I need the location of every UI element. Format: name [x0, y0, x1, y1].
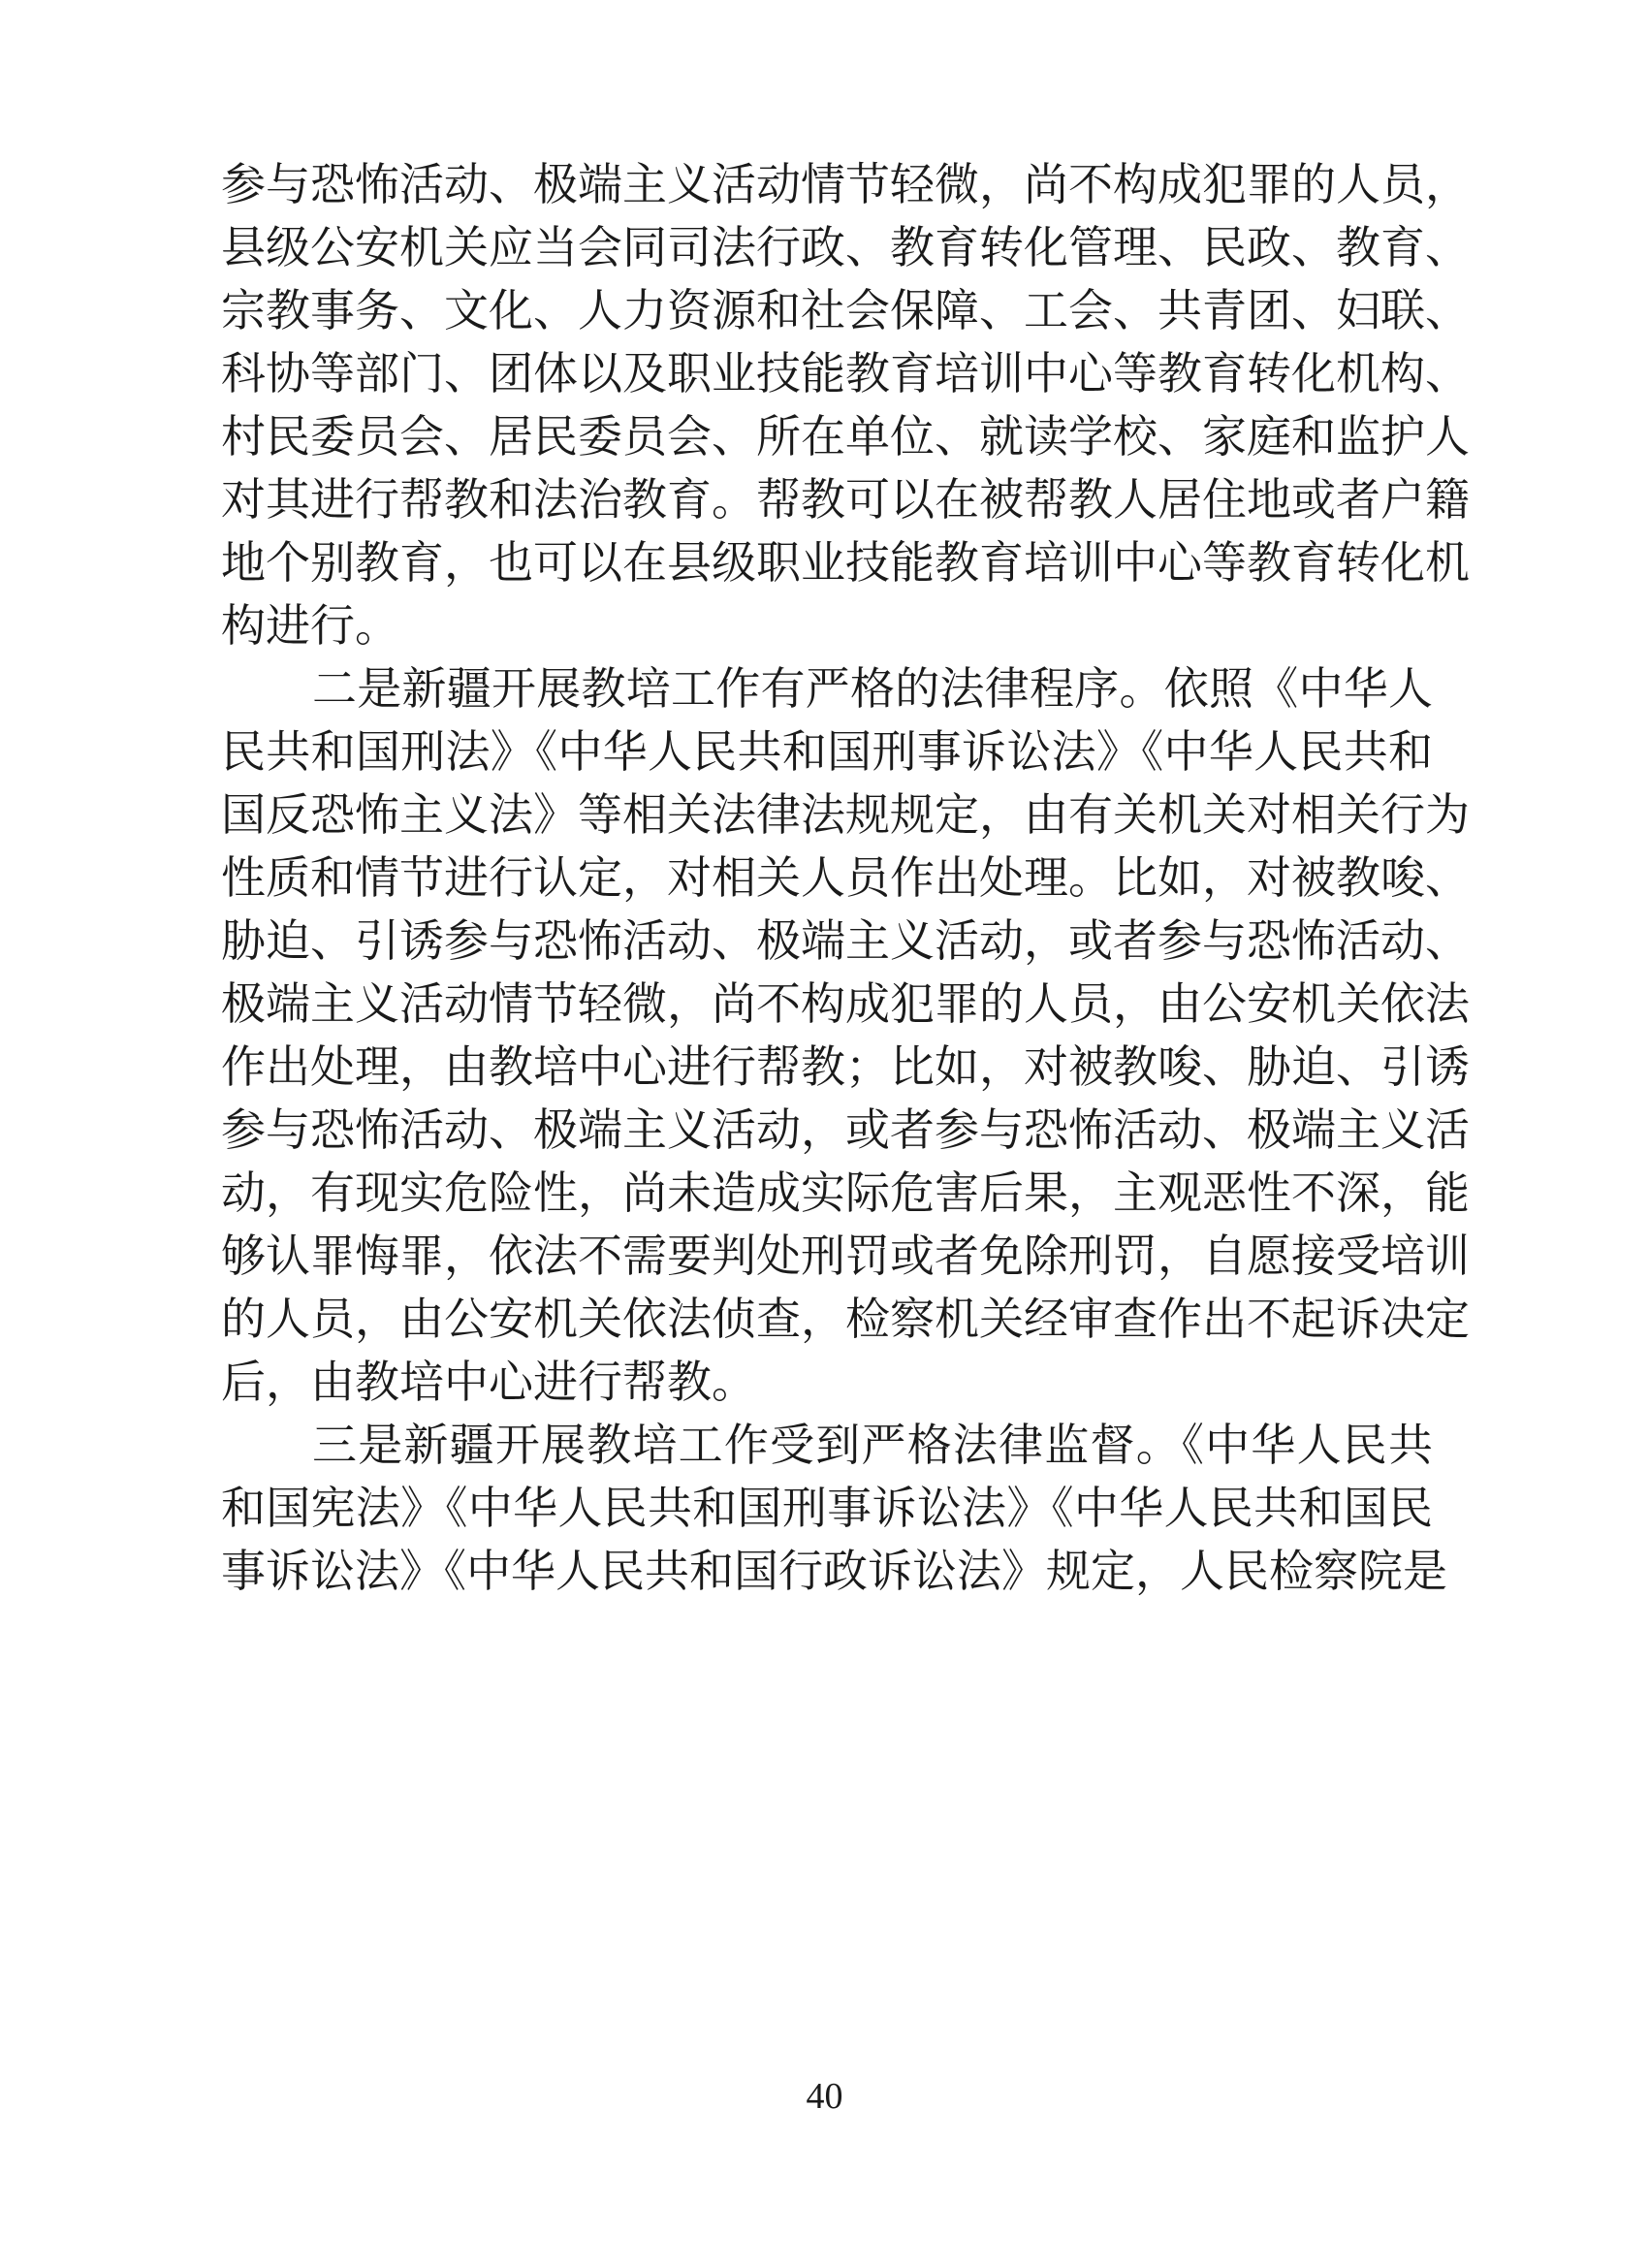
text-line: 后，由教培中心进行帮教。	[221, 1356, 756, 1408]
text-line: 对其进行帮教和法治教育。帮教可以在被帮教人居住地或者户籍	[221, 473, 1470, 526]
paragraph-first-line: 二是新疆开展教培工作有严格的法律程序。依照《中华人	[312, 662, 1433, 715]
text-line: 胁迫、引诱参与恐怖活动、极端主义活动，或者参与恐怖活动、	[221, 914, 1470, 967]
text-line: 和国宪法》《中华人民共和国刑事诉讼法》《中华人民共和国民	[221, 1482, 1433, 1534]
text-line: 县级公安机关应当会同司法行政、教育转化管理、民政、教育、	[221, 221, 1470, 273]
text-line: 作出处理，由教培中心进行帮教；比如，对被教唆、胁迫、引诱	[221, 1040, 1470, 1093]
text-line: 科协等部门、团体以及职业技能教育培训中心等教育转化机构、	[221, 347, 1470, 399]
text-line: 够认罪悔罪，依法不需要判处刑罚或者免除刑罚，自愿接受培训	[221, 1230, 1470, 1282]
paragraph-first-line: 三是新疆开展教培工作受到严格法律监督。《中华人民共	[312, 1419, 1433, 1471]
text-line: 国反恐怖主义法》等相关法律法规规定，由有关机关对相关行为	[221, 788, 1470, 841]
text-line: 宗教事务、文化、人力资源和社会保障、工会、共青团、妇联、	[221, 284, 1470, 336]
text-line: 的人员，由公安机关依法侦查，检察机关经审查作出不起诉决定	[221, 1293, 1470, 1345]
text-line: 参与恐怖活动、极端主义活动情节轻微，尚不构成犯罪的人员，	[221, 158, 1470, 210]
text-line: 性质和情节进行认定，对相关人员作出处理。比如，对被教唆、	[221, 851, 1470, 904]
text-line: 事诉讼法》《中华人民共和国行政诉讼法》规定，人民检察院是	[221, 1545, 1447, 1597]
text-line: 民共和国刑法》《中华人民共和国刑事诉讼法》《中华人民共和	[221, 725, 1433, 778]
text-line: 参与恐怖活动、极端主义活动，或者参与恐怖活动、极端主义活	[221, 1103, 1470, 1156]
page-number: 40	[806, 2076, 843, 2117]
text-line: 村民委员会、居民委员会、所在单位、就读学校、家庭和监护人	[221, 410, 1470, 463]
text-line: 极端主义活动情节轻微，尚不构成犯罪的人员，由公安机关依法	[221, 977, 1470, 1030]
text-line: 地个别教育，也可以在县级职业技能教育培训中心等教育转化机	[221, 536, 1470, 589]
text-line: 动，有现实危险性，尚未造成实际危害后果，主观恶性不深，能	[221, 1166, 1470, 1219]
text-line: 构进行。	[221, 599, 399, 652]
